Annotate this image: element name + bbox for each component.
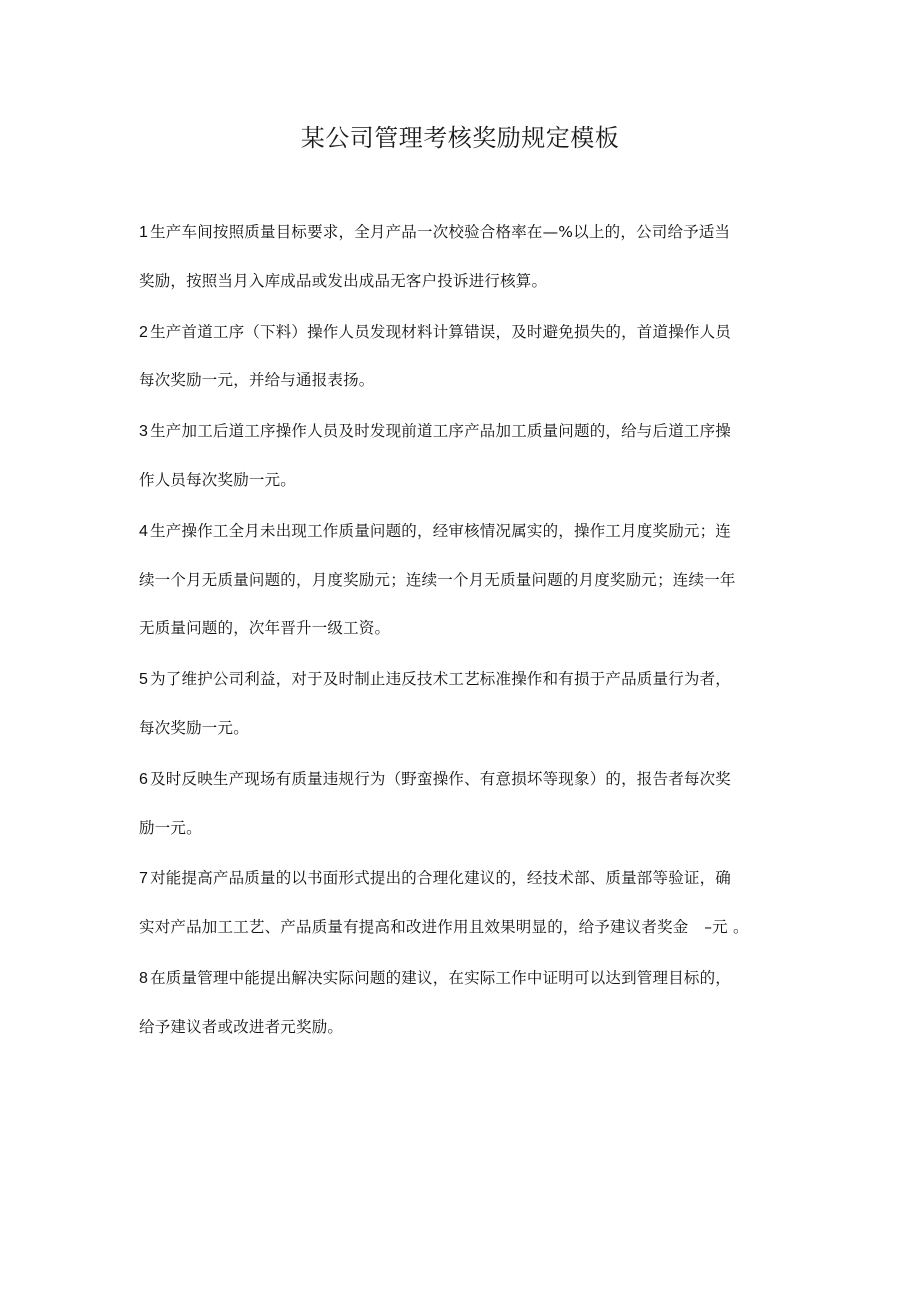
- clause-number: 1: [139, 224, 149, 241]
- clause-4: [139, 516, 799, 662]
- document-body: [139, 217, 799, 1063]
- clause-line: 励一元。: [139, 818, 202, 837]
- clause-7: [139, 863, 799, 961]
- clause-text: 及时反映生产现场有质量违规行为（野蛮操作、有意损坏等现象）的，报告者每次奖: [150, 769, 732, 788]
- clause-6: [139, 764, 799, 862]
- clause-number: 8: [139, 969, 149, 987]
- clause-line: 奖励，按照当月入库成品或发出成品无客户投诉进行核算。: [139, 271, 548, 290]
- clause-text: 生产加工后道工序操作人员及时发现前道工序产品加工质量问题的，给与后道工序操: [150, 422, 732, 441]
- clause-number: 5: [139, 671, 149, 689]
- clause-line: [139, 317, 799, 366]
- clause-text: 在质量管理中能提出解决实际问题的建议，在实际工作中证明可以达到管理目标的，: [150, 968, 732, 987]
- clause-text: 为了维护公司利益，对于及时制止违反技术工艺标准操作和有损于产品质量行为者，: [150, 670, 732, 689]
- clause-1: [139, 217, 799, 315]
- clause-line: 续一个月无质量问题的，月度奖励元；连续一个月无质量问题的月度奖励元；连续一年: [139, 570, 736, 589]
- clause-2: [139, 317, 799, 415]
- clause-text: 生产车间按照质量目标要求，全月产品一次校验合格率在—%以上的，公司给予适当: [150, 223, 731, 241]
- clause-line: 实对产品加工工艺、产品质量有提高和改进作用且效果明显的，给予建议者奖金 –元 。: [139, 918, 749, 937]
- clause-number: 3: [139, 423, 149, 441]
- clause-line: 作人员每次奖励一元。: [139, 470, 297, 489]
- clause-3: [139, 416, 799, 514]
- clause-number: 6: [139, 770, 149, 788]
- clause-8: [139, 963, 799, 1061]
- clause-number: 4: [139, 522, 149, 540]
- clause-line: 无质量问题的，次年晋升一级工资。: [139, 619, 391, 638]
- clause-line: [139, 863, 799, 912]
- clause-line: [139, 217, 799, 266]
- clause-line: 每次奖励一元。: [139, 718, 249, 737]
- clause-line: [139, 516, 799, 565]
- clause-number: 7: [139, 870, 149, 888]
- clause-text: 生产操作工全月未出现工作质量问题的，经审核情况属实的，操作工月度奖励元；连: [150, 521, 732, 540]
- clause-text: 生产首道工序（下料）操作人员发现材料计算错误，及时避免损失的，首道操作人员: [150, 322, 732, 341]
- clause-number: 2: [139, 323, 149, 341]
- clause-line: [139, 416, 799, 465]
- clause-line: [139, 963, 799, 1012]
- document-title: 某公司管理考核奖励规定模板: [300, 124, 620, 152]
- clause-line: [139, 764, 799, 813]
- clause-line: 每次奖励一元，并给与通报表扬。: [139, 371, 375, 390]
- clause-5: [139, 664, 799, 762]
- clause-line: 给予建议者或改进者元奖励。: [139, 1017, 344, 1036]
- clause-text: 对能提高产品质量的以书面形式提出的合理化建议的，经技术部、质量部等验证，确: [150, 869, 732, 888]
- clause-line: [139, 664, 799, 713]
